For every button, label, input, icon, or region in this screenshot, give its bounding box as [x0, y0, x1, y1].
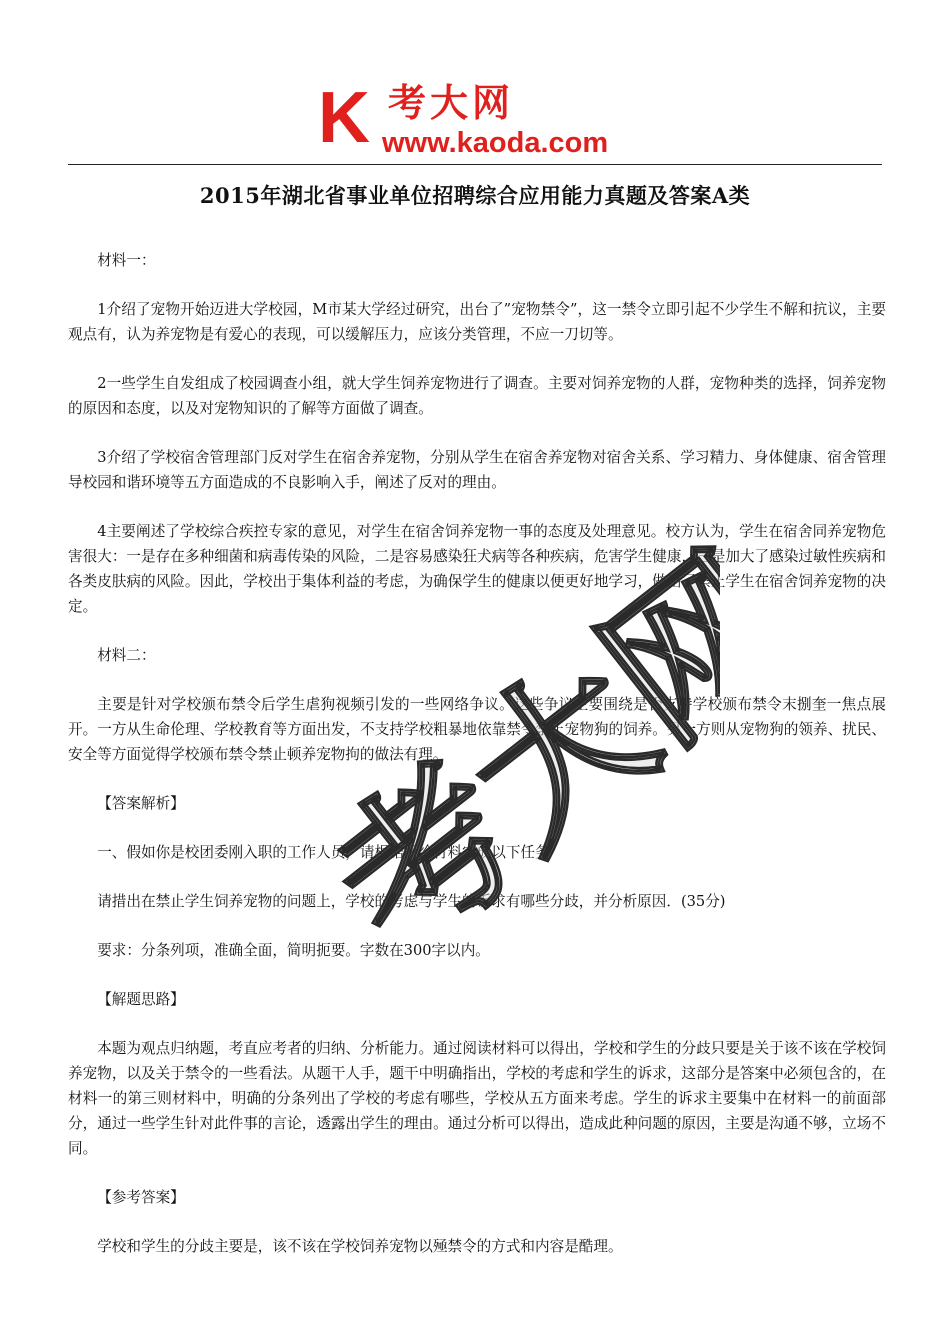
- logo-cn-text: 考大网: [388, 81, 515, 125]
- paragraph: 材料二：: [97, 647, 156, 664]
- paragraph: 一、假如你是校团委刚入职的工作人员，请根据所给材料完成以下任务: [97, 844, 550, 861]
- paragraph: 请措出在禁止学生饲养宠物的问题上，学校的考虑与学生的诉求有哪些分歧，并分析原因．(35分): [97, 893, 726, 910]
- logo-url-text: www.kaoda.com: [382, 127, 609, 159]
- document-title: 2015年湖北省事业单位招聘综合应用能力真题及答案A类: [199, 183, 751, 208]
- paragraph: 本题为观点归纳题，考直应考者的归纳、分析能力。通过阅读材料可以得出，学校和学生的分歧只要是关于该不该在学校饲养宠物，以及关于禁令的一些看法。从题干人手，题干中明确指出，学校的考虑和学生的诉求，这部分是答案中必须包含的，在材料一的第三则材料中，明确的分条列出了学校的考虑有哪些，学校从五方面来考虑。学生的诉求主要集中在材料一的前面部分，通过一些学生针对此件事的言论，透露出学生的理由。通过分析可以得出，造成此种问题的原因，主要是沟通不够，立场不同。: [68, 1040, 886, 1157]
- watermark-text: 考大网: [300, 519, 720, 930]
- section-heading: 【答案解析】: [97, 795, 185, 812]
- paragraph: 2一些学生自发组成了校园调查小组，就大学生饲养宠物进行了调查。主要对饲养宠物的人群，宠物种类的选择，饲养宠物的原因和态度，以及对宠物知识的了解等方面做了调查。: [68, 375, 886, 417]
- paragraph: 学校和学生的分歧主要是，该不该在学校饲养宠物以殛禁令的方式和内容是酷理。: [97, 1238, 623, 1255]
- section-heading: 【参考答案】: [97, 1189, 185, 1206]
- paragraph: 1介绍了宠物开始迈进大学校园，M市某大学经过研究，出台了”宠物禁令”，这一禁令立即引起不少学生不解和抗议，主要观点有，认为养宠物是有爱心的表现，可以缓解压力，应该分类管理，不应一刀切等。: [68, 301, 886, 343]
- header-divider: [68, 164, 882, 165]
- section-heading: 【解题思路】: [97, 991, 185, 1008]
- kaoda-logo: [318, 80, 648, 160]
- paragraph: 材料一：: [97, 252, 156, 269]
- paragraph: 3介绍了学校宿舍管理部门反对学生在宿舍养宠物，分别从学生在宿舍养宠物对宿舍关系、学习精力、身体健康、宿舍管理导校园和谐环境等五方面造成的不良影响入手，阐述了反对的理由。: [68, 449, 886, 491]
- paragraph: 主要是针对学校颁布禁令后学生虐狗视频引发的一些网络争议。这些争议主要围绕是否支持学校颁布禁令末捌奎一焦点展开。一方从生命伦理、学校教育等方面出发，不支持学校粗暴地依靠禁令禁止宠物狗的饲养。另一方则从宠物狗的领养、扰民、安全等方面觉得学校颁布禁令禁止顿养宠物拘的做法有理。: [68, 696, 886, 763]
- logo-svg: [318, 80, 648, 160]
- paragraph: 要求：分条列项，准确全面，简明扼要。字数在300字以内。: [97, 942, 490, 959]
- logo-k-mark: K: [318, 80, 370, 158]
- paragraph: 4主要阐述了学校综合疾控专家的意见，对学生在宿舍饲养宠物一事的态度及处理意见。校方认为，学生在宿舍同养宠物危害很大：一是存在多种细菌和病毒传染的风险，二是容易感染狂犬病等各种疾病，危害学生健康，三是加大了感染过敏性疾病和各类皮肤病的风险。因此，学校出于集体利益的考虑，为确保学生的健康以便更好地学习，做出了禁止学生在宿舍饲养宠物的决定。: [68, 523, 886, 615]
- document-body: [68, 248, 886, 1283]
